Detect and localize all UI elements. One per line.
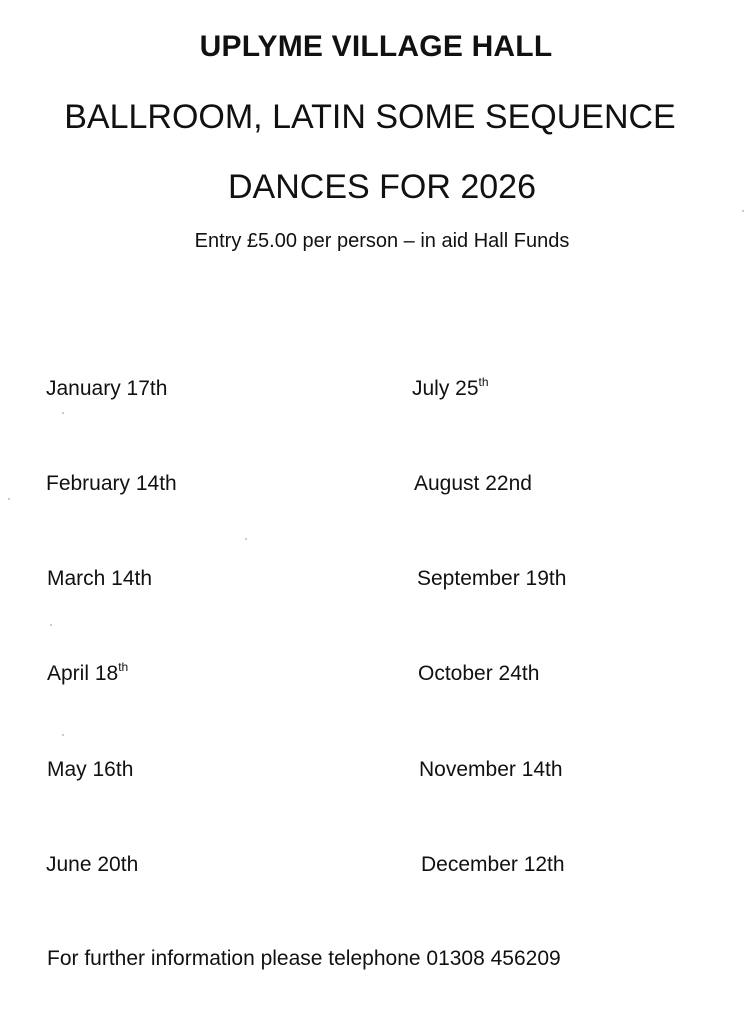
- date-september: [417, 567, 566, 591]
- event-title-line-2: DANCES FOR 2026: [228, 168, 536, 206]
- date-text: April 18: [47, 662, 119, 685]
- scan-speck: [62, 412, 64, 414]
- date-text: July 25: [412, 377, 479, 400]
- date-march: [47, 567, 152, 591]
- venue-title: UPLYME VILLAGE HALL: [199, 30, 553, 63]
- event-title-line-1: BALLROOM, LATIN SOME SEQUENCE: [64, 98, 676, 136]
- scan-speck: [50, 624, 52, 626]
- date-text: August 22nd: [414, 472, 532, 495]
- date-january: [46, 377, 167, 401]
- date-text: January 17th: [46, 377, 168, 400]
- date-december: [421, 853, 565, 877]
- contact-footer: For further information please telephone 01308 456209: [47, 947, 561, 970]
- scan-speck: [742, 210, 744, 212]
- date-february: [46, 472, 177, 496]
- date-november: [419, 758, 563, 782]
- scan-speck: [245, 538, 247, 540]
- date-april: [47, 662, 128, 686]
- date-text: September 19th: [417, 567, 567, 590]
- entry-fee-text: Entry £5.00 per person – in aid Hall Funds: [194, 230, 570, 252]
- date-text: May 16th: [47, 758, 134, 781]
- date-august: [414, 472, 532, 496]
- date-july: [412, 377, 489, 401]
- scan-speck: [62, 734, 64, 736]
- date-text: March 14th: [47, 567, 153, 590]
- date-october: [418, 662, 539, 686]
- date-text: December 12th: [421, 853, 565, 876]
- date-may: [47, 758, 133, 782]
- date-text: November 14th: [419, 758, 563, 781]
- scan-speck: [8, 498, 10, 500]
- date-text: June 20th: [46, 853, 139, 876]
- date-text: February 14th: [46, 472, 177, 495]
- date-suffix: th: [478, 375, 489, 389]
- date-text: October 24th: [418, 662, 540, 685]
- date-june: [46, 853, 138, 877]
- date-suffix: th: [118, 660, 129, 674]
